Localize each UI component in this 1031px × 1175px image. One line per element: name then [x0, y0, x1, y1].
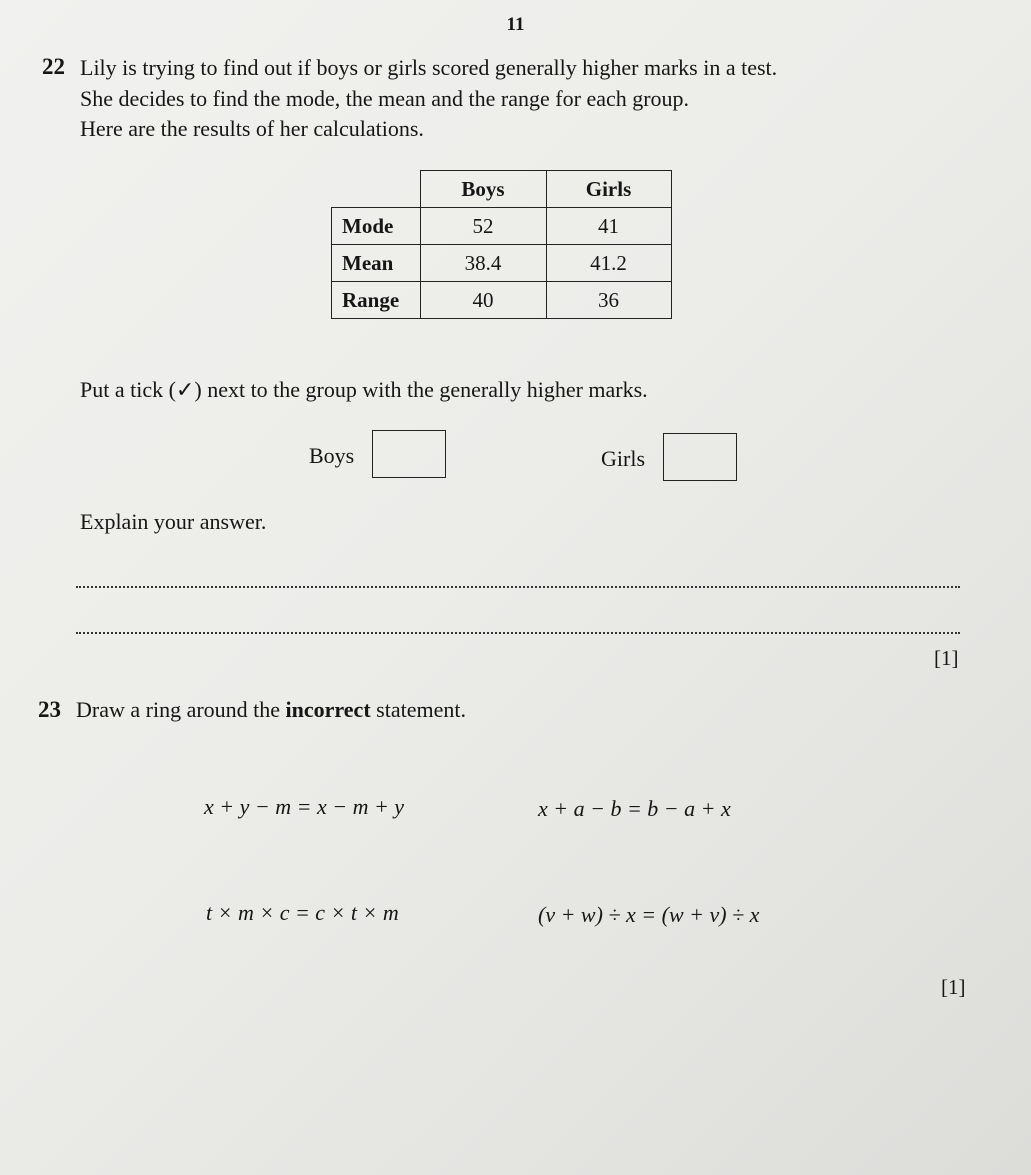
- prompt-end: statement.: [370, 697, 466, 722]
- column-header-boys: Boys: [420, 171, 546, 208]
- answer-line-1[interactable]: [76, 586, 960, 588]
- table-row: [332, 245, 672, 282]
- table-row: [332, 208, 672, 245]
- question-22-marks: [1]: [934, 646, 959, 670]
- cell-boys-mean: 38.4: [420, 245, 546, 282]
- question-22-line-2: She decides to find the mode, the mean and the range for each group.: [80, 86, 690, 111]
- tick-box-girls[interactable]: [663, 433, 737, 481]
- answer-line-2[interactable]: [76, 632, 960, 634]
- statement-2[interactable]: x + a − b = b − a + x: [538, 796, 731, 821]
- question-22-line-3: Here are the results of her calculations.: [80, 116, 424, 141]
- prompt-start: Draw a ring around the: [76, 697, 286, 722]
- cell-girls-mode: 41: [546, 208, 671, 245]
- explain-prompt: Explain your answer.: [80, 509, 267, 534]
- page-number: 11: [506, 14, 525, 35]
- question-23-prompt: [76, 694, 466, 725]
- tick-instruction: Put a tick (✓) next to the group with the generally higher marks.: [80, 377, 648, 402]
- option-label-girls: Girls: [601, 446, 645, 471]
- question-23-marks: [1]: [941, 975, 966, 999]
- column-header-girls: Girls: [546, 171, 671, 208]
- prompt-emphasis: incorrect: [285, 697, 371, 722]
- statement-3[interactable]: t × m × c = c × t × m: [206, 900, 399, 925]
- question-22-line-1: Lily is trying to find out if boys or girls scored generally higher marks in a test.: [80, 55, 778, 80]
- statement-1[interactable]: x + y − m = x − m + y: [204, 794, 405, 819]
- row-label-range: Range: [332, 282, 421, 319]
- option-label-boys: Boys: [309, 443, 355, 468]
- tick-box-boys[interactable]: [372, 430, 446, 478]
- statement-4[interactable]: (v + w) ÷ x = (w + v) ÷ x: [538, 902, 760, 927]
- table-row: [332, 282, 672, 319]
- question-23-number: 23: [38, 697, 61, 722]
- row-label-mean: Mean: [332, 245, 421, 282]
- question-22-number: 22: [42, 54, 65, 79]
- cell-boys-range: 40: [420, 282, 546, 319]
- cell-girls-mean: 41.2: [546, 245, 671, 282]
- table-corner: [332, 171, 421, 208]
- row-label-mode: Mode: [332, 208, 421, 245]
- results-table: [331, 170, 672, 319]
- cell-girls-range: 36: [546, 282, 671, 319]
- table-header-row: [332, 171, 672, 208]
- cell-boys-mode: 52: [420, 208, 546, 245]
